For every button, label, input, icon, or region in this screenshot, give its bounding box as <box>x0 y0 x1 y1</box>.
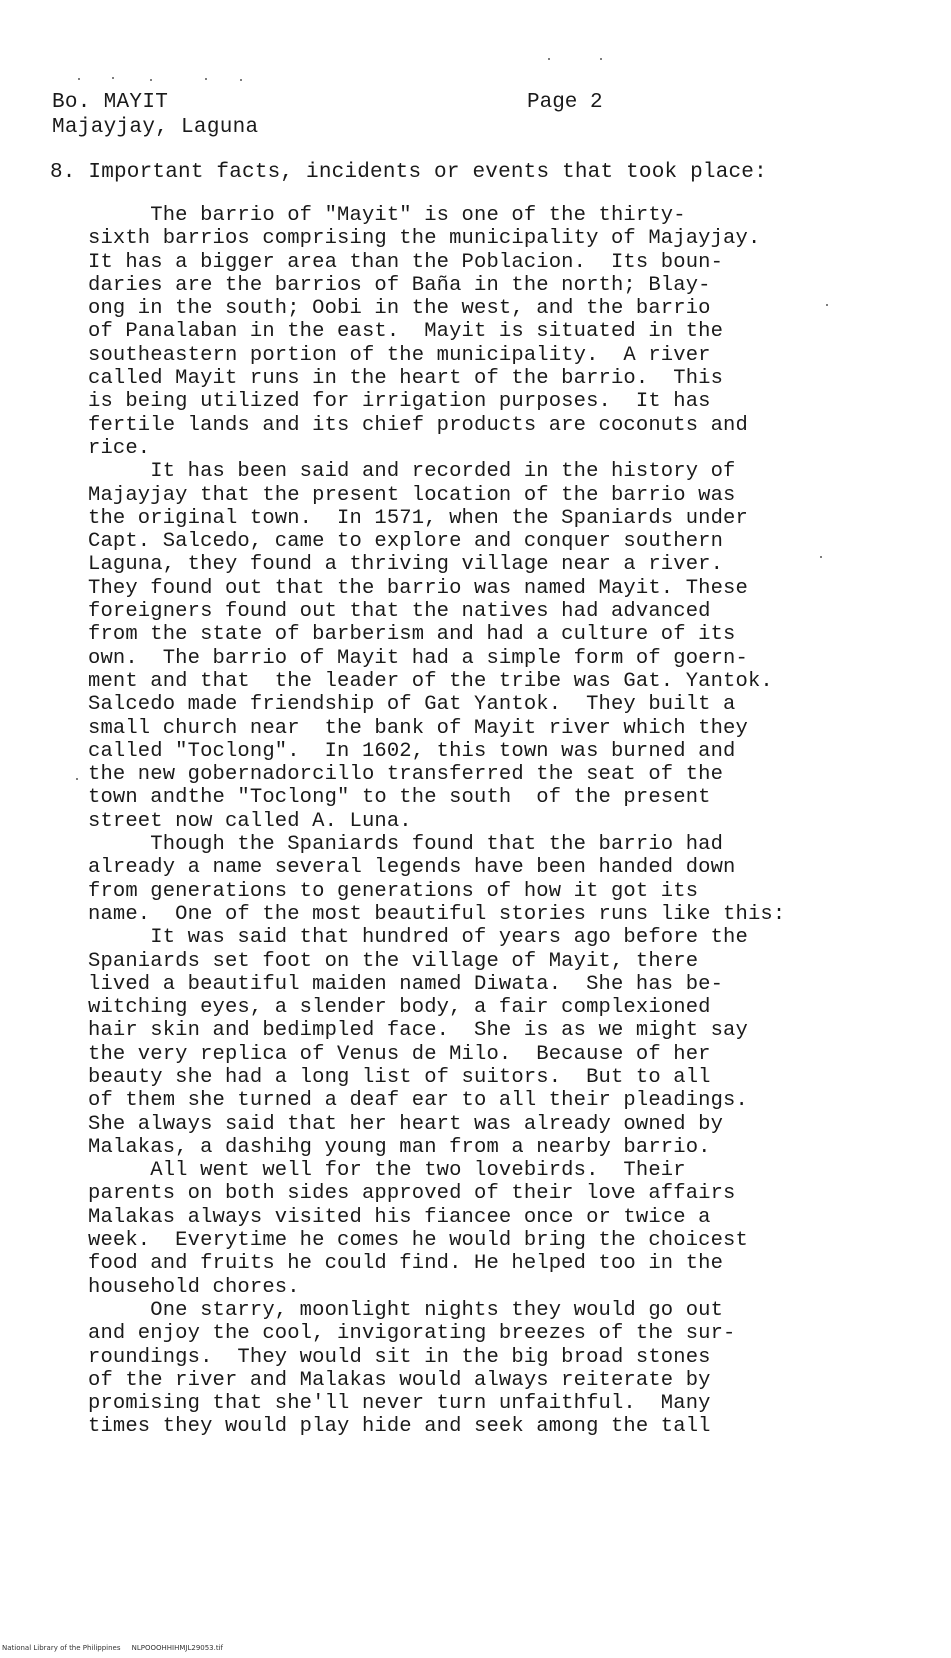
body-line: Malakas, a dashihg young man from a nearby barrio. <box>88 1135 711 1159</box>
scan-speck <box>76 778 78 780</box>
body-line: Salcedo made friendship of Gat Yantok. They built a <box>88 693 736 717</box>
body-line: It has a bigger area than the Poblacion. Its boun- <box>88 250 724 274</box>
body-line: called "Toclong". In 1602, this town was burned and <box>88 739 736 763</box>
body-text <box>88 204 888 1439</box>
body-line: from generations to generations of how it got its <box>88 879 699 903</box>
body-line: the new gobernadorcillo transferred the seat of the <box>88 763 724 787</box>
body-line: household chores. <box>88 1275 300 1299</box>
barrio-name: Bo. MAYIT <box>52 91 169 114</box>
scan-speck <box>820 556 822 558</box>
body-line: Capt. Salcedo, came to explore and conquer southern <box>88 530 724 554</box>
body-line: is being utilized for irrigation purposes. It has <box>88 390 711 414</box>
body-line: It has been said and recorded in the history of <box>88 460 736 484</box>
body-line: food and fruits he could find. He helped too in the <box>88 1252 724 1276</box>
scan-speck <box>78 78 80 80</box>
scan-speck <box>548 58 550 60</box>
body-line: times they would play hide and seek among the tall <box>88 1415 711 1439</box>
body-line: The barrio of "Mayit" is one of the thirty- <box>88 204 686 227</box>
footer-caption: National Library of the Philippines NLPOOOHHIHMJL29053.tif <box>2 1644 224 1652</box>
scan-speck <box>600 58 602 60</box>
body-line: of Panalaban in the east. Mayit is situated in the <box>88 320 724 344</box>
body-line: own. The barrio of Mayit had a simple form of goern- <box>88 646 748 670</box>
body-line: already a name several legends have been handed down <box>88 856 736 880</box>
scan-speck <box>826 304 828 306</box>
body-line: and enjoy the cool, invigorating breezes of the sur- <box>88 1322 736 1346</box>
body-line: the original town. In 1571, when the Spaniards under <box>88 506 748 530</box>
body-line: week. Everytime he comes he would bring the choicest <box>88 1229 748 1253</box>
page-number: Page 2 <box>527 91 603 114</box>
body-line: town andthe "Toclong" to the south of the present <box>88 786 711 810</box>
body-line: It was said that hundred of years ago before the <box>88 926 748 950</box>
body-line: promising that she'll never turn unfaithful. Many <box>88 1392 711 1416</box>
body-line: hair skin and bedimpled face. She is as we might say <box>88 1019 748 1043</box>
body-line: name. One of the most beautiful stories runs like this: <box>88 902 786 926</box>
body-line: lived a beautiful maiden named Diwata. She has be- <box>88 972 724 996</box>
body-line: Malakas always visited his fiancee once or twice a <box>88 1205 711 1229</box>
body-line: southeastern portion of the municipality. A river <box>88 343 711 367</box>
section-heading: 8. Important facts, incidents or events that took place: <box>50 161 767 184</box>
body-line: She always said that her heart was already owned by <box>88 1112 724 1136</box>
body-line: fertile lands and its chief products are coconuts and <box>88 413 748 437</box>
body-line: called Mayit runs in the heart of the barrio. This <box>88 367 724 391</box>
body-line: Laguna, they found a thriving village near a river. <box>88 553 724 577</box>
body-line: the very replica of Venus de Milo. Because of her <box>88 1042 711 1066</box>
scan-speck <box>112 77 114 79</box>
body-line: of the river and Malakas would always reiterate by <box>88 1368 711 1392</box>
body-line: Spaniards set foot on the village of Mayit, there <box>88 949 699 973</box>
body-line: Majayjay that the present location of the barrio was <box>88 483 736 507</box>
scan-speck <box>205 78 207 80</box>
scan-speck <box>240 79 242 81</box>
body-line: ong in the south; Oobi in the west, and the barrio <box>88 297 711 321</box>
body-line: ment and that the leader of the tribe was Gat. Yantok. <box>88 669 773 693</box>
body-line: Though the Spaniards found that the barrio had <box>88 833 724 857</box>
body-line: sixth barrios comprising the municipality of Majayjay. <box>88 227 761 251</box>
body-line: from the state of barberism and had a culture of its <box>88 623 736 647</box>
body-line: daries are the barrios of Baña in the north; Blay- <box>88 273 711 297</box>
body-line: parents on both sides approved of their love affairs <box>88 1182 736 1206</box>
body-line: beauty she had a long list of suitors. But to all <box>88 1065 711 1089</box>
body-line: of them she turned a deaf ear to all their pleadings. <box>88 1089 748 1113</box>
body-line: One starry, moonlight nights they would go out <box>88 1298 724 1322</box>
body-line: witching eyes, a slender body, a fair complexioned <box>88 996 711 1020</box>
body-line: All went well for the two lovebirds. Their <box>88 1159 686 1183</box>
body-line: small church near the bank of Mayit river which they <box>88 716 748 740</box>
municipality-name: Majayjay, Laguna <box>52 116 259 139</box>
body-line: rice. <box>88 436 151 460</box>
body-line: foreigners found out that the natives had advanced <box>88 600 711 624</box>
body-line: street now called A. Luna. <box>88 809 412 833</box>
body-line: They found out that the barrio was named Mayit. These <box>88 576 748 600</box>
scan-speck <box>150 79 152 81</box>
body-line: roundings. They would sit in the big broad stones <box>88 1345 711 1369</box>
barrio-header <box>52 90 258 140</box>
